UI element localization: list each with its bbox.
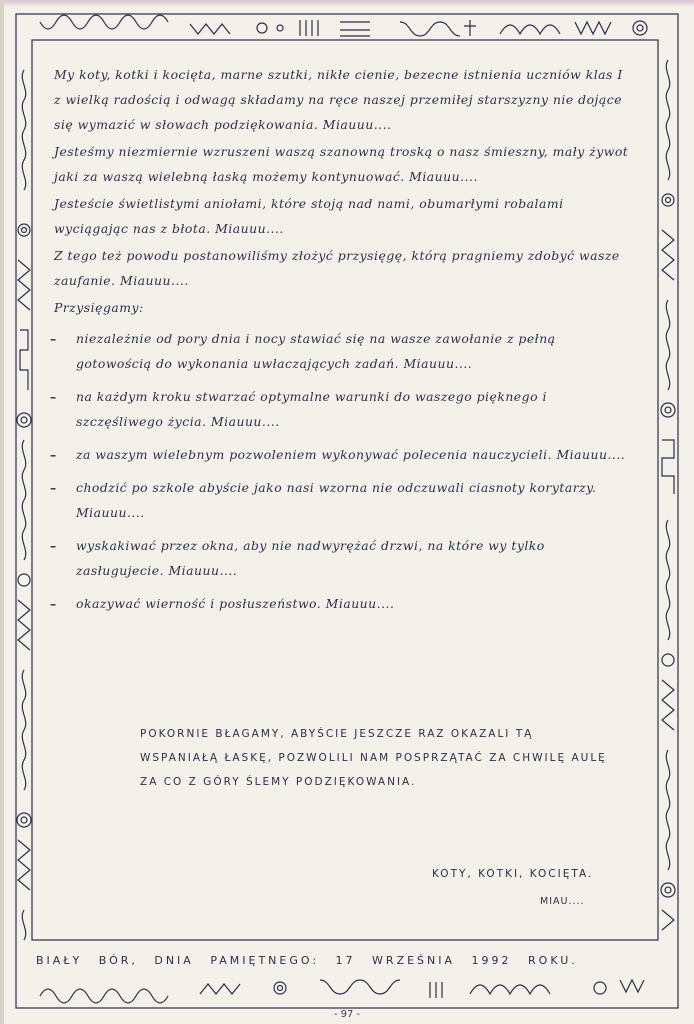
dash-bullet: – (50, 447, 57, 462)
paragraph-intro: My koty, kotki i kocięta, marne szutki, nikłe cienie, bezecne istnienia uczniów klas I z wielką radością i odwagą składamy na ręce naszej przemiłej starszyzny nie dojące się wymazić w słowach podziękowania. Miauuu.... (54, 67, 623, 132)
oath-item-text: niezależnie od pory dnia i nocy stawiać się na wasze zawołanie z pełną gotowością do wykonania uwłaczających zadań. Miauuu.... (76, 331, 556, 371)
dash-bullet: – (50, 331, 57, 346)
list-item (50, 442, 634, 467)
oath-heading: Przysięgamy: (54, 300, 144, 315)
list-item (50, 533, 634, 583)
list-item (50, 475, 634, 525)
dash-bullet: – (50, 596, 57, 611)
list-item (50, 591, 634, 616)
signature-name: KOTY, KOTKI, KOCIĘTA. (432, 868, 594, 880)
oath-text (50, 62, 634, 624)
list-item (50, 384, 634, 434)
page-number: - 97 - (333, 1009, 361, 1020)
dash-bullet: – (50, 389, 57, 404)
paragraph-gratitude: Jesteśmy niezmiernie wzruszeni waszą szanowną troską o nasz śmieszny, mały żywot jaki za waszą wielebną łaską możemy kontynuować. Miauuu.... (54, 144, 629, 184)
plea-text: POKORNIE BŁAGAMY, ABYŚCIE JESZCZE RAZ OKAZALI TĄ WSPANIAŁĄ ŁASKĘ, POZWOLILI NAM POSPRZĄTAĆ ZA CHWILĘ AULĘ ZA CO Z GÓRY ŚLEMY PODZIĘKOWANIA. (140, 728, 607, 788)
signature-block (432, 860, 652, 916)
dash-bullet: – (50, 538, 57, 553)
paragraph-angels: Jesteście świetlistymi aniołami, które stoją nad nami, obumarłymi robalami wyciągając nas z błota. Miauuu.... (54, 196, 564, 236)
oath-list (50, 326, 634, 616)
list-item (50, 326, 634, 376)
paragraph-reason: Z tego też powodu postanowiliśmy złożyć przysięgę, którą pragniemy zdobyć wasze zaufanie. Miauuu.... (54, 248, 620, 288)
oath-item-text: chodzić po szkole abyście jako nasi wzorna nie odczuwali ciasnoty korytarzy. Miauuu.... (76, 480, 597, 520)
oath-item-text: wyskakiwać przez okna, aby nie nadwyrężać drzwi, na które wy tylko zasługujecie. Miauuu.... (76, 538, 545, 578)
oath-item-text: za waszym wielebnym pozwoleniem wykonywać polecenia nauczycieli. Miauuu.... (76, 447, 626, 462)
page-top-edge (0, 0, 694, 6)
place-and-date: BIAŁY BÓR, DNIA PAMIĘTNEGO: 17 WRZEŚNIA 1992 ROKU. (36, 954, 578, 967)
oath-item-text: okazywać wierność i posłuszeństwo. Miauuu.... (76, 596, 395, 611)
dash-bullet: – (50, 480, 57, 495)
oath-item-text: na każdym kroku stwarzać optymalne warunki do waszego pięknego i szczęśliwego życia. Miauuu.... (76, 389, 547, 429)
page-binding-edge (0, 0, 4, 1024)
signature-sound: MIAU.... (540, 896, 585, 907)
